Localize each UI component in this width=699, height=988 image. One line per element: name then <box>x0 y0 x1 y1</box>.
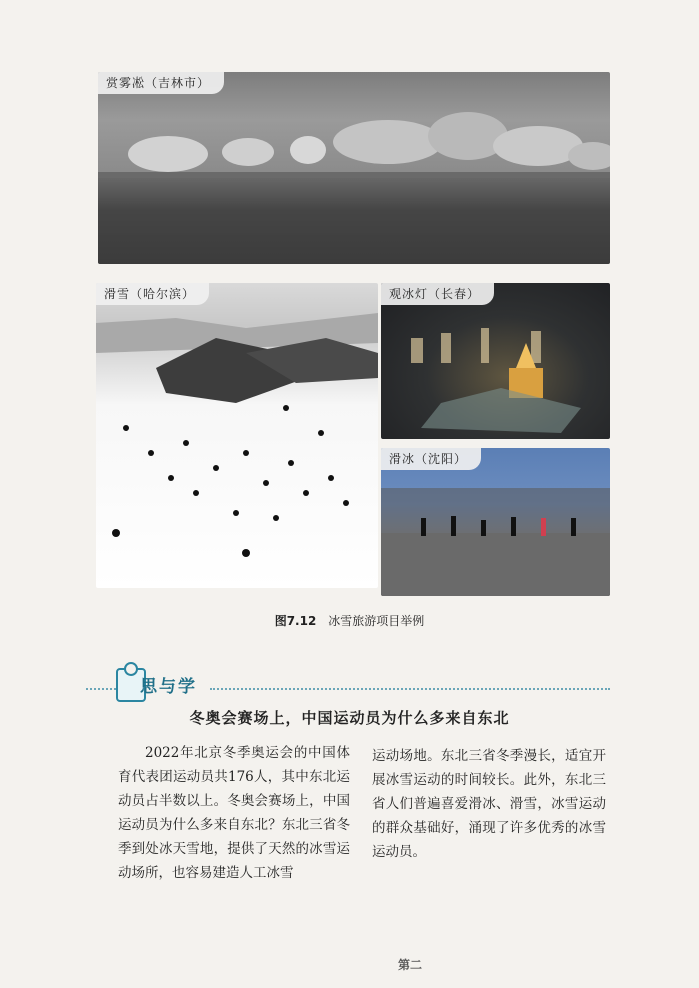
body-text-column-2: 运动场地。东北三省冬季漫长，适宜开展冰雪运动的时间较长。此外，东北三省人们普遍喜爱滑冰、滑雪，冰雪运动的群众基础好，涌现了许多优秀的冰雪运动员。 <box>372 748 606 860</box>
section-title: 思与学 <box>140 677 197 697</box>
photo-ice-lanterns-changchun <box>381 283 610 439</box>
footer-text: 第二 <box>398 958 423 972</box>
photo-rime-jilin <box>98 72 610 264</box>
body-text-column-1: 2022年北京冬季奥运会的中国体育代表团运动员共176人，其中东北运动员占半数以上。冬奥会赛场上，中国运动员为什么多来自东北？东北三省冬季到处冰天雪地，提供了天然的冰雪运动场所，也容易建造人工冰雪 <box>118 745 350 881</box>
figure-caption <box>0 612 699 629</box>
photo-label: 观冰灯（长春） <box>381 283 494 305</box>
section-divider-right <box>210 688 610 690</box>
figure-title: 冰雪旅游项目举例 <box>328 614 425 628</box>
ski-slope-illustration <box>96 283 378 588</box>
ice-lanterns-illustration <box>381 283 610 439</box>
skating-rink-illustration <box>381 448 610 596</box>
rime-trees-illustration <box>98 72 610 264</box>
photo-skating-shenyang <box>381 448 610 596</box>
photo-label: 滑雪（哈尔滨） <box>96 283 209 305</box>
section-divider-left <box>86 688 116 690</box>
figure-number: 图7.12 <box>274 614 317 628</box>
photo-skiing-harbin <box>96 283 378 588</box>
photo-label: 滑冰（沈阳） <box>381 448 481 470</box>
question-heading: 冬奥会赛场上，中国运动员为什么多来自东北 <box>189 709 510 727</box>
photo-label: 赏雾凇（吉林市） <box>98 72 224 94</box>
